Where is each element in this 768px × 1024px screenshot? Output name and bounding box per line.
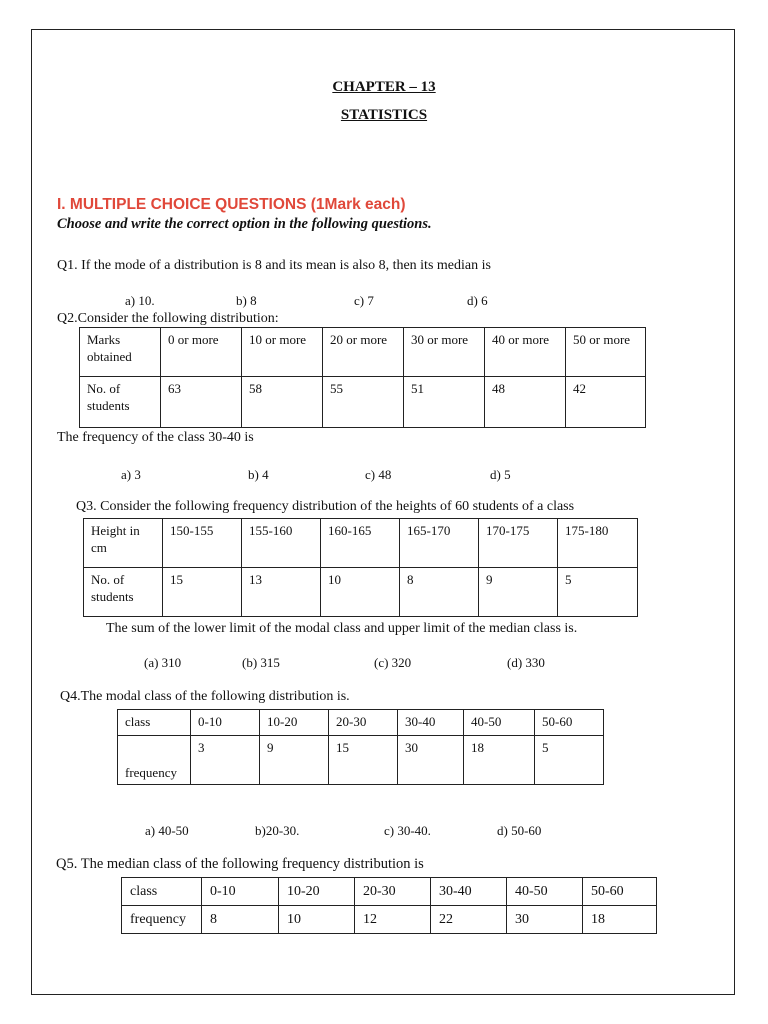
table-cell: 55 [323, 377, 404, 428]
table-cell: 18 [464, 736, 535, 785]
table-cell: 9 [479, 568, 558, 617]
table-cell: 58 [242, 377, 323, 428]
table-row [84, 568, 638, 617]
q1-option-b: b) 8 [236, 293, 257, 308]
q1-option-c: c) 7 [354, 293, 374, 308]
table-cell: 8 [202, 906, 279, 934]
table-cell: Marks obtained [80, 328, 161, 377]
section-instruction: Choose and write the correct option in the following questions. [57, 216, 432, 232]
q3-option-c: (c) 320 [374, 655, 412, 670]
table-cell: frequency [122, 906, 202, 934]
table-cell: 40-50 [507, 878, 583, 906]
q2-table [79, 327, 646, 428]
table-cell: 48 [485, 377, 566, 428]
table-cell: 51 [404, 377, 485, 428]
table-cell: No. of students [84, 568, 163, 617]
q3-followup: The sum of the lower limit of the modal class and upper limit of the median class is. [106, 621, 578, 636]
chapter-title: CHAPTER – 13 [332, 79, 436, 95]
q4-option-b: b)20-30. [255, 823, 300, 838]
table-cell: 160-165 [321, 519, 400, 568]
q2-option-b: b) 4 [248, 467, 269, 482]
table-cell: 30-40 [431, 878, 507, 906]
table-cell: 22 [431, 906, 507, 934]
table-cell: 50-60 [583, 878, 657, 906]
q4-option-a: a) 40-50 [145, 823, 189, 838]
q3-text: Q3. Consider the following frequency distribution of the heights of 60 students of a class [76, 499, 575, 514]
table-cell: 0-10 [191, 710, 260, 736]
table-cell: 20 or more [323, 328, 404, 377]
table-cell: 175-180 [558, 519, 638, 568]
q3-table [83, 518, 638, 617]
q4-text: Q4.The modal class of the following distribution is. [60, 689, 350, 704]
table-cell: frequency [118, 736, 191, 785]
table-cell: 30-40 [398, 710, 464, 736]
table-cell: 12 [355, 906, 431, 934]
table-cell: 50-60 [535, 710, 604, 736]
q4-option-d: d) 50-60 [497, 823, 542, 838]
q2-text: Q2.Consider the following distribution: [57, 311, 279, 326]
table-row [80, 328, 646, 377]
table-row [122, 906, 657, 934]
table-cell: 8 [400, 568, 479, 617]
table-cell: 10-20 [279, 878, 355, 906]
table-row [118, 710, 604, 736]
table-cell: 42 [566, 377, 646, 428]
table-row [118, 736, 604, 785]
table-cell: 15 [329, 736, 398, 785]
q3-option-d: (d) 330 [507, 655, 545, 670]
q1-text: Q1. If the mode of a distribution is 8 and its mean is also 8, then its median is [57, 258, 491, 273]
table-row [84, 519, 638, 568]
table-row [80, 377, 646, 428]
table-cell: class [118, 710, 191, 736]
q5-text: Q5. The median class of the following frequency distribution is [56, 856, 424, 872]
q2-option-c: c) 48 [365, 467, 392, 482]
q2-option-d: d) 5 [490, 467, 511, 482]
table-cell: 13 [242, 568, 321, 617]
table-cell: 170-175 [479, 519, 558, 568]
q3-option-a: (a) 310 [144, 655, 182, 670]
table-cell: 63 [161, 377, 242, 428]
table-cell: 5 [558, 568, 638, 617]
table-cell: 150-155 [163, 519, 242, 568]
table-cell: 10 [321, 568, 400, 617]
table-cell: 30 [398, 736, 464, 785]
table-cell: 20-30 [329, 710, 398, 736]
q1-option-a: a) 10. [125, 293, 155, 308]
table-cell: 165-170 [400, 519, 479, 568]
table-cell: 155-160 [242, 519, 321, 568]
q5-table [121, 877, 657, 934]
table-cell: 10 [279, 906, 355, 934]
table-cell: 20-30 [355, 878, 431, 906]
q4-table [117, 709, 604, 785]
table-cell: 40-50 [464, 710, 535, 736]
table-cell: 50 or more [566, 328, 646, 377]
table-cell: 10 or more [242, 328, 323, 377]
table-cell: 30 or more [404, 328, 485, 377]
table-cell: 18 [583, 906, 657, 934]
table-cell: 40 or more [485, 328, 566, 377]
q3-option-b: (b) 315 [242, 655, 280, 670]
table-row [122, 878, 657, 906]
table-cell: 0 or more [161, 328, 242, 377]
table-cell: 9 [260, 736, 329, 785]
table-cell: 30 [507, 906, 583, 934]
table-cell: No. of students [80, 377, 161, 428]
q2-followup: The frequency of the class 30-40 is [57, 430, 254, 445]
table-cell: class [122, 878, 202, 906]
table-cell: Height in cm [84, 519, 163, 568]
table-cell: 5 [535, 736, 604, 785]
table-cell: 0-10 [202, 878, 279, 906]
table-cell: 10-20 [260, 710, 329, 736]
subject-title: STATISTICS [340, 107, 428, 123]
q2-option-a: a) 3 [121, 467, 141, 482]
table-cell: 15 [163, 568, 242, 617]
q4-option-c: c) 30-40. [384, 823, 431, 838]
q1-option-d: d) 6 [467, 293, 488, 308]
section-heading: I. MULTIPLE CHOICE QUESTIONS (1Mark each) [57, 196, 406, 213]
table-cell: 3 [191, 736, 260, 785]
